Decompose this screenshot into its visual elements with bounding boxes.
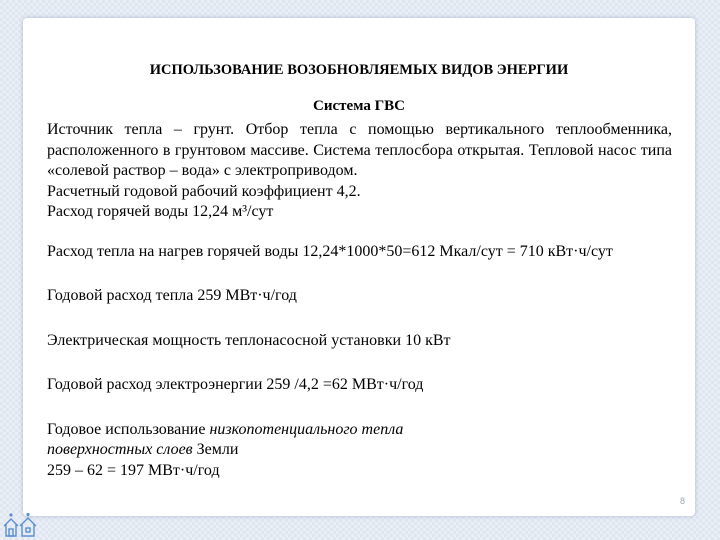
paragraph-heat-source-text: Источник тепла – грунт. Отбор тепла с помощью вертикального теплообменника, расположенного в грунтовом массиве. Система теплосбора открытая. Тепловой насос типа «солевой раствор – вода» с электроприводом. <box>47 121 672 179</box>
paragraph-electric-power: Электрическая мощность теплонасосной установки 10 кВт <box>47 331 451 349</box>
annual-usage-italic-1: низкопотенциального тепла <box>209 420 404 438</box>
annual-usage-italic-2: поверхностных слоев <box>47 441 193 458</box>
paragraph-coefficient: Расчетный годовой рабочий коэффициент 4,2. <box>47 182 361 200</box>
page-number: 8 <box>679 496 685 506</box>
slide-card <box>23 18 695 516</box>
slide-content <box>47 120 672 481</box>
slide-title: ИСПОЛЬЗОВАНИЕ ВОЗОБНОВЛЯЕМЫХ ВИДОВ ЭНЕРГИИ <box>149 62 569 78</box>
houses-logo-icon <box>2 512 42 538</box>
annual-usage-suffix: Земли <box>192 441 239 458</box>
annual-usage-result: 259 – 62 = 197 МВт·ч/год <box>47 461 220 479</box>
paragraph-heat-source <box>47 120 672 223</box>
paragraph-heat-consumption: Расход тепла на нагрев горячей воды 12,24*1000*50=612 Мкал/сут = 710 кВт·ч/сут <box>47 242 613 260</box>
paragraph-annual-heat: Годовой расход тепла 259 МВт·ч/год <box>47 287 297 304</box>
annual-usage-prefix: Годовое использование <box>47 420 210 438</box>
paragraph-annual-usage <box>47 420 672 482</box>
paragraph-water-flow: Расход горячей воды 12,24 м³/сут <box>47 203 274 220</box>
paragraph-annual-electricity: Годовой расход электроэнергии 259 /4,2 =62 МВт·ч/год <box>47 376 424 393</box>
slide-subtitle: Система ГВС <box>313 98 405 114</box>
